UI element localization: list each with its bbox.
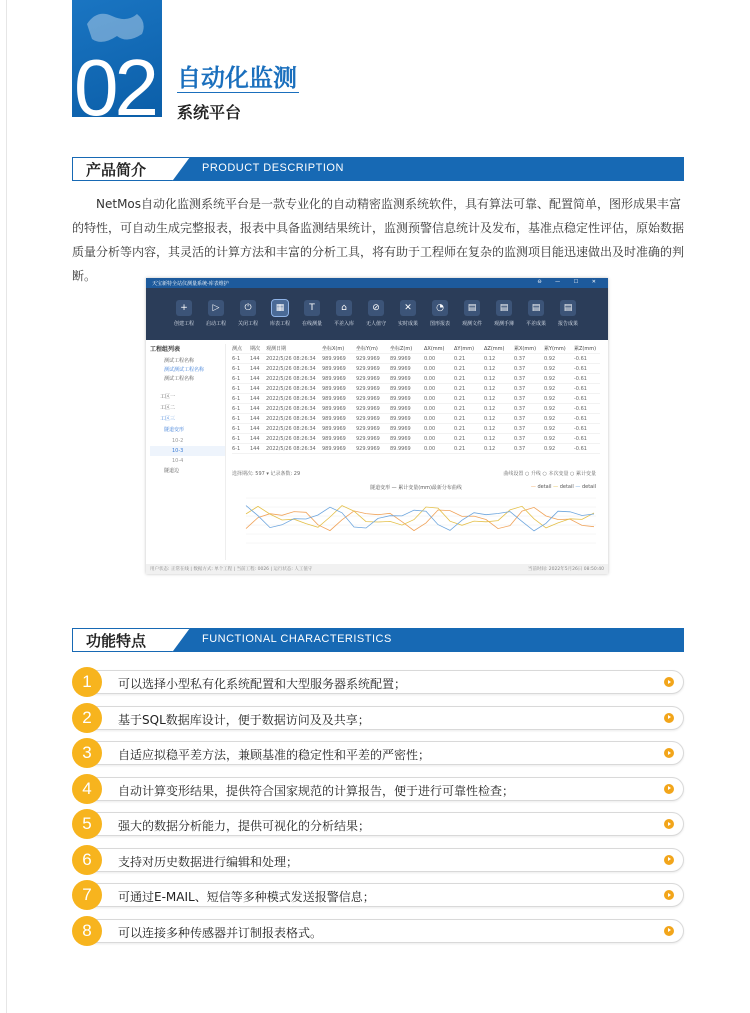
table-cell: 0.21	[454, 426, 466, 432]
table-cell: 0.21	[454, 396, 466, 402]
table-cell: 0.92	[544, 396, 556, 402]
table-cell: 0.12	[484, 426, 496, 432]
table-cell: 89.9969	[390, 356, 411, 362]
arrow-right-icon	[664, 677, 674, 687]
table-cell: 89.9969	[390, 416, 411, 422]
table-cell: 0.00	[424, 386, 436, 392]
table-cell: 6-1	[232, 426, 241, 432]
feature-text: 强大的数据分析能力，提供可视化的分析结果；	[118, 819, 371, 833]
chart-options-right: 曲线设置 ○ 升线 ○ 本次变量 ○ 累计变量	[503, 471, 596, 477]
table-header-cell: 坐标X(m)	[322, 346, 345, 352]
sidebar-extra: 隧道边	[164, 468, 180, 474]
table-cell: 0.92	[544, 376, 556, 382]
table-header-cell: 坐标Z(m)	[390, 346, 413, 352]
table-cell: -0.61	[574, 356, 587, 362]
table-cell: 0.12	[484, 386, 496, 392]
table-cell: 2022/5/26 08:26:34	[266, 356, 316, 362]
table-cell: 6-1	[232, 376, 241, 382]
table-cell: 6-1	[232, 446, 241, 452]
sidebar-point-selected: 10-3	[150, 446, 225, 456]
table-cell: -0.61	[574, 386, 587, 392]
toolbar-icon: ▤	[560, 300, 576, 316]
table-cell: 144	[250, 356, 260, 362]
table-row[interactable]	[232, 424, 600, 434]
table-cell: 144	[250, 376, 260, 382]
feature-text: 基于SQL数据库设计，便于数据访问及及共享；	[118, 712, 370, 727]
page-title: 自动化监测	[177, 64, 297, 92]
feature-item	[72, 918, 684, 944]
toolbar-button[interactable]	[232, 300, 264, 340]
table-cell: -0.61	[574, 436, 587, 442]
table-row[interactable]	[232, 364, 600, 374]
table-cell: 0.37	[514, 436, 526, 442]
section-title-en: FUNCTIONAL CHARACTERISTICS	[202, 633, 392, 645]
table-header-cell: 累Y(mm)	[544, 346, 566, 352]
table-row[interactable]	[232, 444, 600, 454]
table-cell: 6-1	[232, 406, 241, 412]
table-header-cell: 累X(mm)	[514, 346, 537, 352]
chart-options-bar	[232, 470, 600, 480]
feature-item	[72, 669, 684, 695]
toolbar-label: 无人值守	[365, 321, 386, 327]
arrow-right-icon	[664, 855, 674, 865]
table-cell: 989.9969	[322, 406, 346, 412]
table-header-row	[232, 344, 600, 354]
series-line	[246, 506, 594, 528]
app-body	[146, 340, 608, 564]
toolbar-button[interactable]	[168, 300, 200, 340]
toolbar-icon: ◔	[432, 300, 448, 316]
toolbar-label: 图形报表	[429, 321, 450, 327]
section-title-en: PRODUCT DESCRIPTION	[202, 162, 344, 174]
toolbar-button[interactable]	[456, 300, 488, 340]
chart-title: 隧道变形 — 累计变量(mm)最新分布曲线	[370, 485, 462, 491]
window-title: 天宝新特全站仪测量系统-库表维护	[152, 281, 229, 287]
feature-text: 自动计算变形结果，提供符合国家规范的计算报告，便于进行可靠性检查；	[118, 783, 515, 798]
table-cell: 0.37	[514, 426, 526, 432]
sidebar-subgroup: 隧道变形	[164, 427, 185, 433]
feature-text: 可通过E-MAIL、短信等多种模式发送报警信息；	[118, 890, 375, 904]
table-row[interactable]	[232, 404, 600, 414]
toolbar-icon: ⌂	[336, 300, 352, 316]
table-cell: 89.9969	[390, 446, 411, 452]
table-cell: 929.9969	[356, 376, 380, 382]
toolbar-button[interactable]	[296, 300, 328, 340]
legend-label: detail	[537, 484, 552, 490]
table-cell: 2022/5/26 08:26:34	[266, 366, 316, 372]
feature-text: 可以连接多种传感器并订制报表格式。	[118, 925, 323, 940]
table-cell: 929.9969	[356, 446, 380, 452]
toolbar-label: 库表工程	[269, 321, 290, 327]
table-cell: 0.21	[454, 436, 466, 442]
table-cell: 0.00	[424, 396, 436, 402]
title-divider	[177, 92, 299, 93]
table-cell: 929.9969	[356, 356, 380, 362]
table-cell: 0.37	[514, 416, 526, 422]
table-row[interactable]	[232, 394, 600, 404]
table-cell: 144	[250, 446, 260, 452]
table-cell: 2022/5/26 08:26:34	[266, 386, 316, 392]
table-cell: 0.00	[424, 426, 436, 432]
project-sidebar	[150, 344, 226, 560]
table-cell: 6-1	[232, 386, 241, 392]
table-header-cell: 测点	[232, 346, 243, 352]
table-header-cell: 期次	[250, 346, 261, 352]
table-cell: 0.00	[424, 446, 436, 452]
table-header-cell: ΔX(mm)	[424, 346, 445, 352]
table-cell: 89.9969	[390, 436, 411, 442]
toolbar-button[interactable]	[424, 300, 456, 340]
table-cell: 144	[250, 436, 260, 442]
toolbar-button[interactable]	[328, 300, 360, 340]
toolbar-icon: ✕	[400, 300, 416, 316]
toolbar-label: 创建工程	[173, 321, 194, 327]
table-cell: 0.12	[484, 436, 496, 442]
table-cell: 989.9969	[322, 376, 346, 382]
toolbar-icon: ▤	[464, 300, 480, 316]
toolbar-icon: T	[304, 300, 320, 316]
table-cell: 89.9969	[390, 366, 411, 372]
feature-number: 5	[72, 809, 102, 839]
table-cell: 144	[250, 416, 260, 422]
table-cell: 989.9969	[322, 396, 346, 402]
table-cell: 989.9969	[322, 436, 346, 442]
feature-number: 1	[72, 667, 102, 697]
table-header-cell: 观测日期	[266, 346, 287, 352]
table-cell: 2022/5/26 08:26:34	[266, 426, 316, 432]
toolbar-button[interactable]	[264, 300, 296, 340]
toolbar-label: 平差成果	[525, 321, 546, 327]
toolbar-label: 在线测量	[301, 321, 322, 327]
table-cell: 0.92	[544, 416, 556, 422]
sidebar-point: 10-2	[172, 438, 184, 444]
table-cell: 6-1	[232, 356, 241, 362]
feature-number: 8	[72, 916, 102, 946]
table-cell: 0.37	[514, 406, 526, 412]
table-cell: 989.9969	[322, 356, 346, 362]
table-cell: 0.12	[484, 376, 496, 382]
table-cell: 0.21	[454, 376, 466, 382]
table-cell: 6-1	[232, 366, 241, 372]
table-cell: 929.9969	[356, 386, 380, 392]
table-cell: 144	[250, 426, 260, 432]
sidebar-group-active: 工区三	[160, 416, 176, 422]
sidebar-point: 10-4	[172, 458, 184, 464]
toolbar-button[interactable]	[200, 300, 232, 340]
table-cell: 0.92	[544, 386, 556, 392]
sidebar-group: 工区一	[160, 394, 176, 400]
table-cell: 89.9969	[390, 386, 411, 392]
feature-number: 6	[72, 845, 102, 875]
table-header-cell: ΔY(mm)	[454, 346, 475, 352]
table-cell: 0.00	[424, 356, 436, 362]
table-cell: 929.9969	[356, 406, 380, 412]
feature-number: 3	[72, 738, 102, 768]
table-cell: 0.92	[544, 406, 556, 412]
table-cell: 929.9969	[356, 436, 380, 442]
table-row[interactable]	[232, 384, 600, 394]
table-cell: 144	[250, 366, 260, 372]
section-header-intro	[72, 157, 684, 181]
table-header-cell: 累Z(mm)	[574, 346, 597, 352]
toolbar-button[interactable]	[392, 300, 424, 340]
table-cell: 6-1	[232, 396, 241, 402]
toolbar-icon: ▤	[496, 300, 512, 316]
table-cell: 989.9969	[322, 416, 346, 422]
table-cell: 989.9969	[322, 386, 346, 392]
feature-text: 可以选择小型私有化系统配置和大型服务器系统配置；	[118, 677, 407, 691]
feature-item	[72, 847, 684, 873]
arrow-right-icon	[664, 784, 674, 794]
table-cell: 0.92	[544, 436, 556, 442]
arrow-right-icon	[664, 926, 674, 936]
toolbar-icon: +	[176, 300, 192, 316]
table-cell: 89.9969	[390, 396, 411, 402]
table-cell: 2022/5/26 08:26:34	[266, 376, 316, 382]
table-cell: 2022/5/26 08:26:34	[266, 436, 316, 442]
table-cell: 0.37	[514, 396, 526, 402]
feature-item	[72, 882, 684, 908]
software-screenshot	[146, 278, 608, 574]
feature-item	[72, 740, 684, 766]
table-cell: 2022/5/26 08:26:34	[266, 406, 316, 412]
product-description: NetMos自动化监测系统平台是一款专业化的自动精密监测系统软件，具有算法可靠、配置简单，图形成果丰富的特性，可自动生成完整报表，报表中具备监测结果统计，监测预警信息统计及发布，基准点稳定性评估，原始数据质量分析等内容，其灵活的计算方法和丰富的分析工具，将有助于工程师在复杂的监测项目能迅速做出及时准确的判断。	[72, 197, 685, 283]
table-cell: -0.61	[574, 446, 587, 452]
table-cell: 0.21	[454, 406, 466, 412]
table-cell: -0.61	[574, 406, 587, 412]
table-cell: 0.92	[544, 426, 556, 432]
table-cell: 0.12	[484, 446, 496, 452]
section-header-features	[72, 628, 684, 652]
table-cell: 989.9969	[322, 366, 346, 372]
sidebar-item: 测试工程名称	[164, 358, 195, 364]
legend-label: detail	[559, 484, 574, 490]
arrow-right-icon	[664, 748, 674, 758]
arrow-right-icon	[664, 890, 674, 900]
table-cell: 929.9969	[356, 366, 380, 372]
status-right: 当前时间: 2022年5月26日 08:50:40	[527, 567, 604, 572]
arrow-right-icon	[664, 713, 674, 723]
toolbar-icon: ⏻	[240, 300, 256, 316]
table-cell: 89.9969	[390, 376, 411, 382]
toolbar-icon: ▷	[208, 300, 224, 316]
toolbar-label: 报告成果	[557, 321, 578, 327]
toolbar-label: 实时成果	[397, 321, 418, 327]
table-cell: 0.21	[454, 416, 466, 422]
toolbar-label: 关闭工程	[237, 321, 258, 327]
table-cell: -0.61	[574, 416, 587, 422]
table-cell: -0.61	[574, 376, 587, 382]
table-cell: 0.12	[484, 356, 496, 362]
table-cell: -0.61	[574, 426, 587, 432]
table-cell: 0.92	[544, 356, 556, 362]
table-cell: 6-1	[232, 436, 241, 442]
table-cell: 144	[250, 396, 260, 402]
toolbar-button[interactable]	[552, 300, 584, 340]
sidebar-item-selected: 测试测试工程名称	[164, 367, 205, 373]
legend-label: detail	[581, 484, 596, 490]
toolbar-button[interactable]	[520, 300, 552, 340]
app-toolbar	[146, 288, 608, 340]
feature-number: 2	[72, 703, 102, 733]
table-cell: 929.9969	[356, 426, 380, 432]
deformation-line-chart	[232, 490, 600, 560]
toolbar-icon: ▤	[528, 300, 544, 316]
toolbar-label: 启动工程	[205, 321, 226, 327]
toolbar-icon: ⊘	[368, 300, 384, 316]
table-header-cell: 坐标Y(m)	[356, 346, 378, 352]
table-cell: 929.9969	[356, 416, 380, 422]
chart-options-left: 选择期次: 597 ▾ 记录条数: 29	[232, 471, 301, 477]
toolbar-label: 平差入库	[333, 321, 354, 327]
table-row[interactable]	[232, 434, 600, 444]
sidebar-group: 工区二	[160, 405, 176, 411]
window-titlebar	[146, 278, 608, 288]
table-cell: 0.21	[454, 446, 466, 452]
sidebar-item: 测试工程名称	[164, 376, 195, 382]
table-cell: 0.00	[424, 436, 436, 442]
feature-number: 4	[72, 774, 102, 804]
table-cell: 0.21	[454, 386, 466, 392]
table-cell: 0.21	[454, 356, 466, 362]
table-cell: 0.12	[484, 366, 496, 372]
table-cell: 989.9969	[322, 426, 346, 432]
table-cell: 2022/5/26 08:26:34	[266, 396, 316, 402]
table-cell: 0.37	[514, 366, 526, 372]
status-left: 用户状态: 正常在线 | 数据方式: 单个工程 | 当前工程: 0026 | 运行状态: 人工值守	[150, 567, 313, 572]
toolbar-label: 观测手簿	[493, 321, 514, 327]
sidebar-header: 工程组列表	[150, 346, 181, 353]
table-cell: 89.9969	[390, 426, 411, 432]
section-title-cn: 功能特点	[86, 632, 147, 650]
section-title-cn: 产品简介	[86, 161, 147, 179]
table-cell: 2022/5/26 08:26:34	[266, 446, 316, 452]
table-cell: 6-1	[232, 416, 241, 422]
table-cell: 144	[250, 406, 260, 412]
toolbar-button[interactable]	[488, 300, 520, 340]
table-row[interactable]	[232, 414, 600, 424]
feature-item	[72, 776, 684, 802]
toolbar-icon: ▦	[272, 300, 288, 316]
legend-marker: —	[553, 484, 559, 490]
table-header-cell: ΔZ(mm)	[484, 346, 505, 352]
table-cell: 0.92	[544, 446, 556, 452]
table-cell: 0.37	[514, 376, 526, 382]
page-subtitle: 系统平台	[177, 103, 242, 122]
table-cell: 0.12	[484, 406, 496, 412]
toolbar-label: 观测文件	[461, 321, 482, 327]
feature-text: 支持对历史数据进行编辑和处理；	[118, 854, 299, 869]
status-bar	[146, 564, 608, 574]
table-cell: -0.61	[574, 396, 587, 402]
table-cell: 0.00	[424, 416, 436, 422]
section-number: 02	[74, 43, 155, 132]
arrow-right-icon	[664, 819, 674, 829]
data-table	[232, 344, 600, 454]
feature-number: 7	[72, 880, 102, 910]
table-cell: 0.37	[514, 446, 526, 452]
table-row[interactable]	[232, 354, 600, 364]
feature-text: 自适应拟稳平差方法，兼顾基准的稳定性和平差的严密性；	[118, 748, 431, 762]
window-controls: ⊖ — ☐ ✕	[537, 279, 602, 285]
table-cell: 0.21	[454, 366, 466, 372]
table-cell: -0.61	[574, 366, 587, 372]
table-cell: 0.37	[514, 386, 526, 392]
table-row[interactable]	[232, 374, 600, 384]
table-cell: 0.12	[484, 396, 496, 402]
toolbar-button[interactable]	[360, 300, 392, 340]
table-cell: 2022/5/26 08:26:34	[266, 416, 316, 422]
table-cell: 0.00	[424, 366, 436, 372]
feature-item	[72, 705, 684, 731]
table-cell: 0.00	[424, 406, 436, 412]
table-cell: 0.92	[544, 366, 556, 372]
table-cell: 89.9969	[390, 406, 411, 412]
page-left-rule	[6, 0, 7, 1013]
legend-marker: —	[575, 484, 581, 490]
table-cell: 0.12	[484, 416, 496, 422]
table-cell: 0.00	[424, 376, 436, 382]
legend-marker: —	[530, 484, 536, 490]
table-cell: 144	[250, 386, 260, 392]
feature-item	[72, 811, 684, 837]
table-cell: 989.9969	[322, 446, 346, 452]
table-cell: 0.37	[514, 356, 526, 362]
table-cell: 929.9969	[356, 396, 380, 402]
